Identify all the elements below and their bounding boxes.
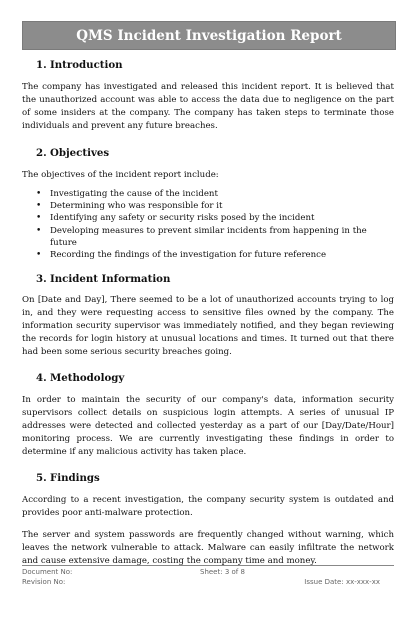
section-title: Incident Information [50, 273, 171, 286]
findings-paragraph-1: According to a recent investigation, the company security system is outdated and provides poor anti-malware protection. [22, 495, 394, 519]
sheet-indicator: Sheet: 3 of 8 [200, 568, 245, 576]
list-item: • Recording the findings of the investigation for future reference [50, 249, 394, 261]
list-item: • Investigating the cause of the incident [50, 188, 394, 200]
list-item: • Identifying any safety or security risks posed by the incident [50, 212, 394, 224]
section-title: Findings [50, 472, 100, 485]
section-number: 2. [36, 147, 47, 159]
incident-information-paragraph: On [Date and Day], There seemed to be a lot of unauthorized accounts trying to log in, and they were requesting access to sensitive files owned by the company. The information security supervisor was immediately notified, and they began reviewing the records for login history at unusual locations and times. It turned out that there had been some serious security breaches going. [22, 295, 394, 358]
section-heading-objectives [22, 147, 394, 160]
report-title: QMS Incident Investigation Report [76, 27, 342, 44]
methodology-paragraph: In order to maintain the security of our company's data, information security supervisors collect details on suspicious login attempts. A series of unusual IP addresses were detected and collected yesterday as a part of our [Day/Date/Hour] monitoring process. We are currently investigating these findings in order to determine if any malicious activity has taken place. [22, 395, 394, 458]
section-number: 5. [36, 472, 47, 485]
revision-number-label: Revision No: [22, 578, 66, 586]
section-heading-methodology [22, 372, 394, 385]
issue-date: Issue Date: xx-xxx-xx [304, 578, 380, 586]
document-number-label: Document No: [22, 568, 73, 576]
footer-divider [22, 565, 394, 566]
section-title: Introduction [50, 59, 123, 71]
section-number: 3. [36, 273, 47, 286]
section-title: Objectives [50, 147, 110, 159]
section-heading-incident-information [22, 273, 394, 286]
list-item: • Determining who was responsible for it [50, 200, 394, 212]
page-footer [22, 568, 394, 594]
section-heading-findings [22, 472, 394, 485]
list-item: • Developing measures to prevent similar incidents from happening in the future [50, 225, 394, 249]
report-body [22, 59, 394, 568]
section-title: Methodology [50, 372, 125, 385]
section-number: 1. [36, 59, 47, 71]
objectives-lead: The objectives of the incident report include: [22, 170, 219, 180]
findings-paragraph-2: The server and system passwords are frequently changed without warning, which leaves the network vulnerable to attack. Malware can easily infiltrate the network and cause extensive damage, costing the company time and money. [22, 530, 394, 567]
section-number: 4. [36, 372, 47, 385]
introduction-paragraph: The company has investigated and released this incident report. It is believed that the unauthorized account was able to access the data due to negligence on the part of some insiders at the company. The company has taken steps to terminate those individuals and prevent any future breaches. [22, 82, 394, 131]
report-title-bar [22, 21, 396, 50]
objectives-list [22, 188, 394, 261]
section-heading-introduction [22, 59, 394, 72]
